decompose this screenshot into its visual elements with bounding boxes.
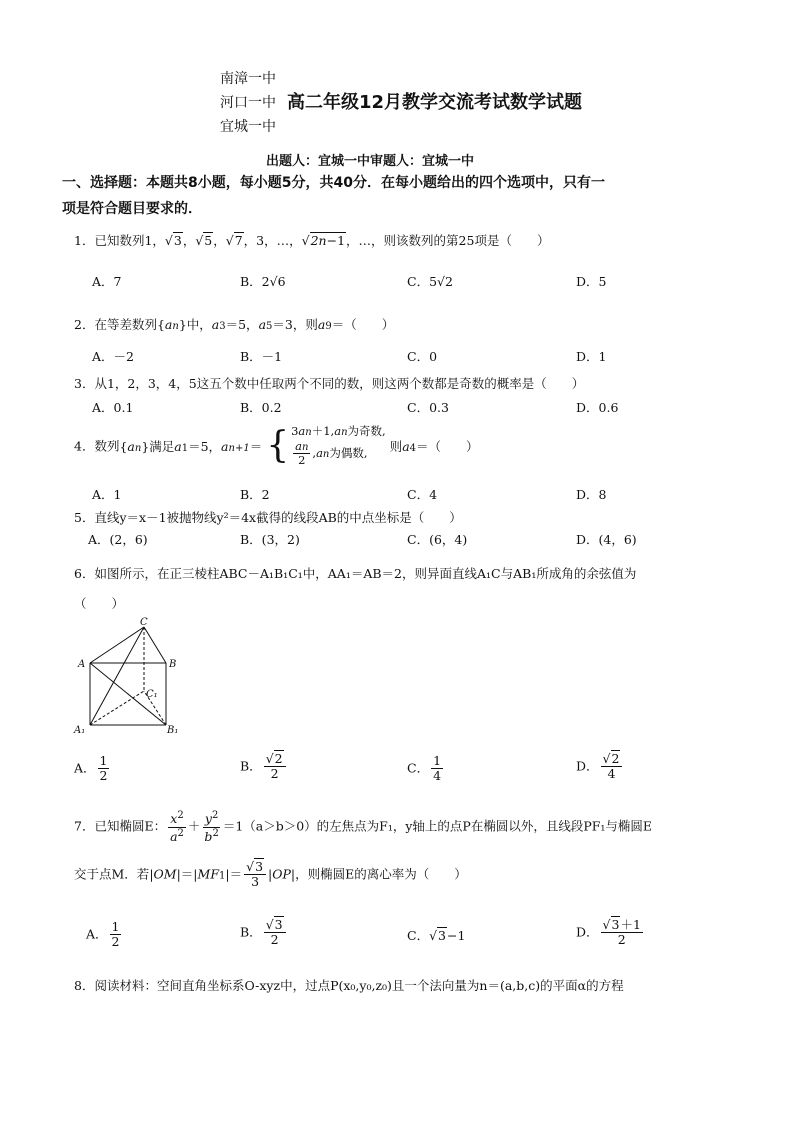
question-4: 4．数列{an}满足a1＝5，an+1＝ { 3an＋1,an为奇数, $\frac{an}{2}$ ,an为偶数, 则a4＝（ ） [74, 424, 479, 468]
q6-option-c[interactable]: C． $\frac{1}{4}$ [407, 753, 442, 784]
q5-option-d[interactable]: D．(4，6) [576, 532, 637, 547]
question-6-line1: 6．如图所示，在正三棱柱ABC－A₁B₁C₁中，AA₁＝AB＝2，则异面直线A₁C与AB₁所成角的余弦值为 [74, 566, 637, 581]
q3-option-b[interactable]: B．0.2 [240, 400, 282, 415]
school-2: 河口一中 [220, 95, 276, 111]
q6-option-d[interactable]: D． $\frac{√2}{4}$ [576, 752, 624, 782]
label-c1: C₁ [146, 689, 158, 700]
section-heading-line1: 一、选择题：本题共8小题，每小题5分，共40分．在每小题给出的四个选项中，只有一 [62, 175, 605, 191]
q3-option-a[interactable]: A．0.1 [92, 400, 134, 415]
label-c: C [140, 617, 148, 628]
diag-a1c [90, 627, 144, 725]
q7-option-b[interactable]: B． $\frac{√3}{2}$ [240, 918, 288, 948]
section-heading-line2: 项是符合题目要求的． [62, 201, 202, 217]
q7-option-c[interactable]: C．√3−1 [407, 928, 466, 943]
question-7-line1: 7．已知椭圆E： $\frac{x^2}{a^2}$ ＋ $\frac{y^2}{b^2}$ ＝1（a＞b＞0）的左焦点为F₁，y轴上的点P在椭圆以外，且线段PF₁与椭圆E [74, 810, 653, 844]
question-6-line2: （ ） [74, 596, 125, 611]
q4-case-even: 为偶数, [329, 445, 368, 460]
q5-option-b[interactable]: B．(3，2) [240, 532, 300, 547]
q1-option-c[interactable]: C．5√2 [407, 274, 453, 289]
school-1: 南漳一中 [220, 71, 276, 87]
q4-case-odd: 为奇数, [347, 424, 386, 438]
q2-option-c[interactable]: C．0 [407, 349, 438, 364]
edge-ac [90, 627, 144, 663]
q1-option-d[interactable]: D．5 [576, 274, 607, 289]
prism-figure [70, 615, 190, 740]
edge-bc [144, 627, 166, 663]
label-a1: A₁ [74, 725, 86, 736]
q7-option-a[interactable]: A． $\frac{1}{2}$ [86, 919, 120, 950]
edge-a1c1 [90, 691, 144, 725]
q7-option-d[interactable]: D． $\frac{√3+1}{2}$ [576, 917, 641, 948]
q1-option-b[interactable]: B．2√6 [240, 274, 286, 289]
label-b: B [169, 659, 177, 670]
question-1: 1．已知数列1，√3，√5，√7，3，…，√2n−1，…，则该数列的第25项是（ ） [74, 233, 550, 248]
label-b1: B₁ [167, 725, 179, 736]
q3-option-c[interactable]: C．0.3 [407, 400, 449, 415]
school-3: 宜城一中 [220, 119, 276, 135]
label-a: A [78, 659, 86, 670]
q4-option-b[interactable]: B．2 [240, 487, 270, 502]
q2-option-a[interactable]: A．－2 [92, 349, 134, 364]
authors-line: 出题人：宜城一中审题人：宜城一中 [266, 154, 475, 169]
q2-option-d[interactable]: D．1 [576, 349, 607, 364]
page-title: 高二年级12月教学交流考试数学试题 [287, 92, 583, 113]
q6-option-b[interactable]: B． $\frac{√2}{2}$ [240, 752, 288, 782]
question-8: 8．阅读材料：空间直角坐标系O-xyz中，过点P(x₀,y₀,z₀)且一个法向量为n＝(a,b,c)的平面α的方程 [74, 978, 624, 993]
q4-option-d[interactable]: D．8 [576, 487, 607, 502]
q6-option-a[interactable]: A． $\frac{1}{2}$ [74, 753, 108, 784]
q1-option-a[interactable]: A．7 [92, 274, 122, 289]
question-5: 5．直线y＝x－1被抛物线y²＝4x截得的线段AB的中点坐标是（ ） [74, 510, 462, 525]
q2-option-b[interactable]: B．－1 [240, 349, 283, 364]
q5-option-a[interactable]: A．(2，6) [88, 532, 148, 547]
q4-option-a[interactable]: A．1 [92, 487, 122, 502]
question-2: 2．在等差数列{an}中，a3＝5，a5＝3，则a9＝（ ） [74, 317, 395, 332]
question-7-line2: 交于点M．若|OM|＝|MF1|＝ $\frac{√3}{3}$ |OP|，则椭圆E的离心率为（ ） [74, 859, 467, 890]
q3-option-d[interactable]: D．0.6 [576, 400, 619, 415]
q4-option-c[interactable]: C．4 [407, 487, 438, 502]
q5-option-c[interactable]: C．(6，4) [407, 532, 468, 547]
question-3: 3．从1，2，3，4，5这五个数中任取两个不同的数，则这两个数都是奇数的概率是（ ） [74, 376, 585, 391]
